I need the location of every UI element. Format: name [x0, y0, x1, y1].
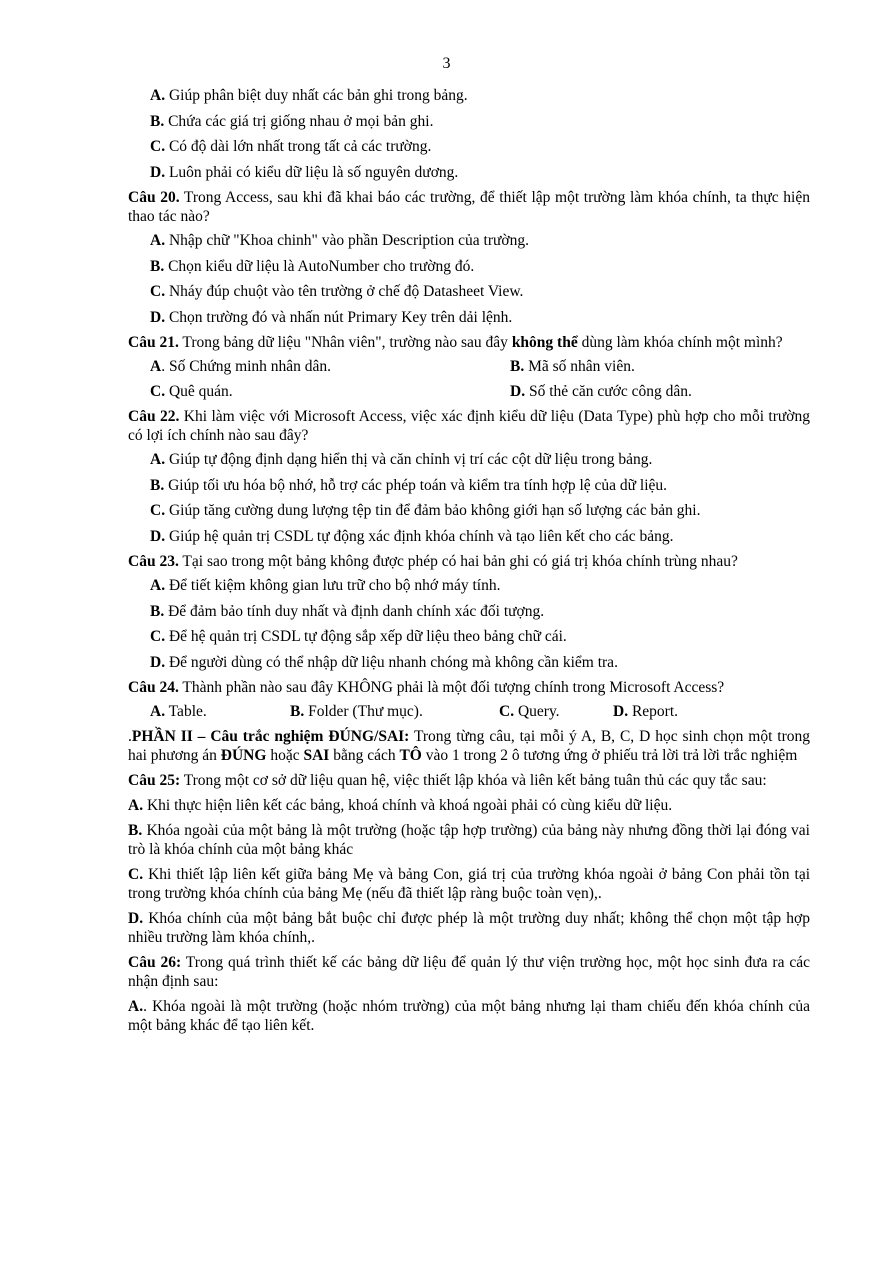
q21-options-row-2	[128, 382, 810, 401]
question-25: Câu 25: Trong một cơ sở dữ liệu quan hệ, việc thiết lập khóa và liên kết bảng tuân thủ các quy tắc sau:	[128, 772, 767, 789]
question-26: Câu 26: Trong quá trình thiết kế các bảng dữ liệu để quản lý thư viện trường học, một học sinh đưa ra các nhận định sau:	[128, 954, 810, 990]
q24-option-b: B. Folder (Thư mục).	[290, 703, 423, 720]
q23-option-b: B. Để đảm bảo tính duy nhất và định danh chính xác đối tượng.	[150, 602, 545, 620]
q22-option-c: C. Giúp tăng cường dung lượng tệp tin để đảm bảo không giới hạn số lượng các bản ghi.	[150, 502, 701, 519]
question-21: Câu 21. Trong bảng dữ liệu "Nhân viên", trường nào sau đây không thể dùng làm khóa chính một mình?	[128, 334, 783, 351]
q23-option-c: C. Để hệ quản trị CSDL tự động sắp xếp dữ liệu theo bảng chữ cái.	[150, 628, 567, 645]
q23-option-d: D. Để người dùng có thể nhập dữ liệu nhanh chóng mà không cần kiểm tra.	[150, 653, 618, 671]
q26-item-a: A.. Khóa ngoài là một trường (hoặc nhóm trường) của một bảng nhưng lại tham chiếu đến khóa chính của một bảng khác để tạo liên kết.	[128, 998, 810, 1034]
q21-option-c: C. Quê quán.	[150, 383, 233, 400]
q20-option-a: A. Nhập chữ "Khoa chinh" vào phần Description của trường.	[150, 232, 529, 249]
q21-option-b: B. Mã số nhân viên.	[510, 358, 635, 375]
q24-option-d: D. Report.	[613, 703, 679, 720]
question-23: Câu 23. Tại sao trong một bảng không được phép có hai bản ghi có giá trị khóa chính trùng nhau?	[128, 553, 738, 570]
q23-option-a: A. Để tiết kiệm không gian lưu trữ cho bộ nhớ máy tính.	[150, 577, 501, 594]
q25-item-d: D. Khóa chính của một bảng bắt buộc chỉ được phép là một trường duy nhất; không thể chọn một tập hợp nhiều trường làm khóa chính,.	[128, 910, 810, 946]
document-body	[128, 86, 810, 1041]
part-2-heading: .PHẦN II – Câu trắc nghiệm ĐÚNG/SAI: Trong từng câu, tại mỗi ý A, B, C, D học sinh chọn một trong hai phương án ĐÚNG hoặc SAI bằng cách TÔ vào 1 trong 2 ô tương ứng ở phiếu trả lời trả lời trắc nghiệm	[128, 728, 811, 764]
q21-option-d: D. Số thẻ căn cước công dân.	[510, 383, 692, 400]
q22-option-a: A. Giúp tự động định dạng hiển thị và căn chỉnh vị trí các cột dữ liệu trong bảng.	[150, 451, 653, 468]
q24-option-c: C. Query.	[499, 703, 560, 720]
question-24: Câu 24. Thành phần nào sau đây KHÔNG phải là một đối tượng chính trong Microsoft Access?	[128, 679, 725, 696]
question-20: Câu 20. Trong Access, sau khi đã khai báo các trường, để thiết lập một trường làm khóa chính, ta thực hiện thao tác nào?	[128, 189, 810, 225]
q20-option-b: B. Chọn kiểu dữ liệu là AutoNumber cho trường đó.	[150, 257, 475, 275]
q22-option-b: B. Giúp tối ưu hóa bộ nhớ, hỗ trợ các phép toán và kiểm tra tính hợp lệ của dữ liệu.	[150, 476, 668, 494]
q19-option-c: C. Có độ dài lớn nhất trong tất cả các trường.	[150, 138, 432, 155]
q24-options	[128, 702, 810, 721]
q24-option-a: A. Table.	[150, 703, 207, 720]
page-number: 3	[442, 55, 451, 72]
q22-option-d: D. Giúp hệ quản trị CSDL tự động xác định khóa chính và tạo liên kết cho các bảng.	[150, 527, 674, 545]
q19-option-d: D. Luôn phải có kiểu dữ liệu là số nguyên dương.	[150, 163, 459, 181]
q21-option-a: A. Số Chứng minh nhân dân.	[150, 358, 332, 375]
q25-item-c: C. Khi thiết lập liên kết giữa bảng Mẹ và bảng Con, giá trị của trường khóa ngoài ở bảng Con phải tồn tại trong trường khóa chính của bảng Mẹ (nếu đã thiết lập ràng buộc toàn vẹn),.	[128, 866, 810, 902]
q19-option-b: B. Chứa các giá trị giống nhau ở mọi bản ghi.	[150, 112, 434, 130]
q21-options-row-1	[128, 357, 810, 376]
q20-option-c: C. Nháy đúp chuột vào tên trường ở chế độ Datasheet View.	[150, 283, 524, 300]
q25-item-b: B. Khóa ngoài của một bảng là một trường (hoặc tập hợp trường) của bảng này nhưng đồng thời lại đóng vai trò là khóa chính của một bảng khác	[128, 822, 810, 858]
q25-item-a: A. Khi thực hiện liên kết các bảng, khoá chính và khoá ngoài phải có cùng kiểu dữ liệu.	[128, 797, 673, 814]
q20-option-d: D. Chọn trường đó và nhấn nút Primary Key trên dải lệnh.	[150, 308, 513, 326]
q19-option-a: A. Giúp phân biệt duy nhất các bản ghi trong bảng.	[150, 87, 468, 104]
question-22: Câu 22. Khi làm việc với Microsoft Access, việc xác định kiểu dữ liệu (Data Type) phù hợp cho mỗi trường có lợi ích chính nào sau đây?	[128, 408, 810, 444]
